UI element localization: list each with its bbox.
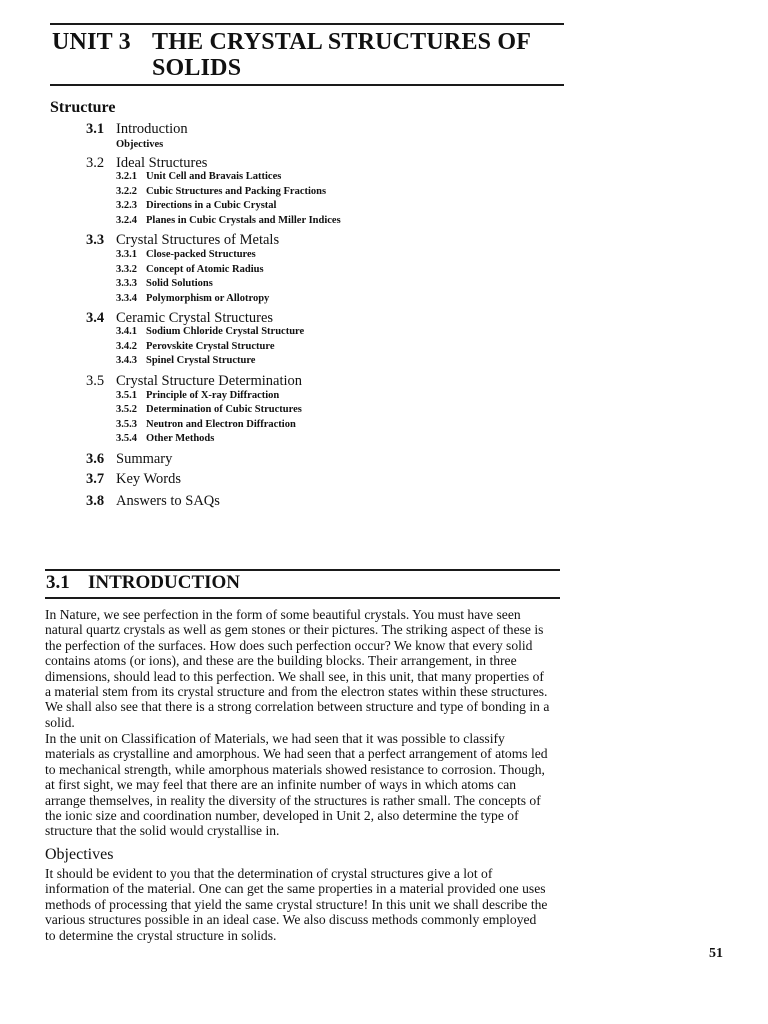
toc-subsection-number: 3.5.1 — [116, 390, 137, 401]
section-number: 3.1 — [46, 572, 70, 593]
page-number: 51 — [709, 946, 723, 961]
toc-subsection-number: 3.3.2 — [116, 264, 137, 275]
toc-subsection-title: Other Methods — [146, 433, 215, 444]
section-title: INTRODUCTION — [88, 572, 241, 593]
toc-section-title: Ceramic Crystal Structures — [116, 310, 274, 326]
toc-subsection-number: 3.2.3 — [116, 200, 137, 211]
toc-subsection-title: Solid Solutions — [146, 278, 213, 289]
toc-section-number: 3.1 — [86, 121, 105, 137]
toc-subsection-title: Polymorphism or Allotropy — [146, 293, 270, 304]
toc-subsection-number: 3.4.2 — [116, 341, 137, 352]
toc-subsection-number: 3.4.3 — [116, 355, 137, 366]
toc-section-number: 3.6 — [86, 451, 105, 467]
toc-subsection-number: 3.5.2 — [116, 404, 137, 415]
header-bottom-rule — [50, 84, 564, 86]
toc-subsection-number: 3.5.3 — [116, 419, 137, 430]
toc-section-number: 3.7 — [86, 471, 105, 487]
intro-paragraph-2: In the unit on Classification of Materials, we had seen that it was possible to classify materials as crystalline and amorphous. We had seen that a perfect arrangement of atoms led to mechanical strength, while amorphous materials showed resistance to corrosion. Though, at first sight, we may feel that there are an infinite number of ways in which atoms can arrange themselves, in reality the diversity of the structures is rather small. The concepts of the ionic size and coordination number, developed in Unit 2, also determine the type of structure that the solid would crystallise in. — [45, 731, 548, 839]
unit-title: THE CRYSTAL STRUCTURES OF SOLIDS — [152, 29, 531, 81]
toc-section-title: Ideal Structures — [116, 155, 208, 171]
toc-subsection-title: Principle of X-ray Diffraction — [146, 390, 280, 401]
toc-subsection-title: Perovskite Crystal Structure — [146, 341, 275, 352]
toc-section-title: Crystal Structure Determination — [116, 373, 303, 389]
toc-subsection-number: 3.4.1 — [116, 326, 137, 337]
toc-section-title: Crystal Structures of Metals — [116, 232, 280, 248]
toc-section-number: 3.3 — [86, 232, 105, 248]
toc-subsection-title: Close-packed Structures — [146, 249, 256, 260]
header-top-rule — [50, 23, 564, 25]
objectives-heading: Objectives — [45, 846, 114, 863]
toc-section-title: Summary — [116, 451, 173, 467]
toc-subsection-number: 3.5.4 — [116, 433, 137, 444]
toc-subsection-title: Directions in a Cubic Crystal — [146, 200, 277, 211]
toc-subsection-number: 3.2.4 — [116, 215, 137, 226]
toc-subsection-number: 3.2.2 — [116, 186, 137, 197]
structure-heading: Structure — [50, 99, 116, 116]
section-top-rule — [45, 569, 560, 571]
toc-section-title: Key Words — [116, 471, 182, 487]
unit-number: UNIT 3 — [52, 29, 131, 55]
toc-section-title: Answers to SAQs — [116, 493, 220, 509]
toc-subsection-title: Objectives — [116, 139, 164, 150]
toc-subsection-title: Neutron and Electron Diffraction — [146, 419, 296, 430]
toc-subsection-number: 3.3.3 — [116, 278, 137, 289]
objectives-paragraph: It should be evident to you that the determination of crystal structures give a lot of information of the material. One can get the same properties in a material provided one uses methods of processing that yield the same crystal structure! In this unit we shall describe the various structures possible in an ideal case. We also discuss methods commonly employed to determine the crystal structure in solids. — [45, 866, 548, 943]
toc-subsection-number: 3.3.4 — [116, 293, 137, 304]
section-bottom-rule — [45, 597, 560, 599]
toc-subsection-number: 3.3.1 — [116, 249, 137, 260]
toc-subsection-title: Planes in Cubic Crystals and Miller Indices — [146, 215, 341, 226]
toc-subsection-title: Determination of Cubic Structures — [146, 404, 302, 415]
toc-subsection-title: Unit Cell and Bravais Lattices — [146, 171, 282, 182]
toc-section-title: Introduction — [116, 121, 188, 137]
toc-subsection-title: Concept of Atomic Radius — [146, 264, 264, 275]
toc-section-number: 3.4 — [86, 310, 105, 326]
toc-subsection-number: 3.2.1 — [116, 171, 137, 182]
toc-subsection-title: Cubic Structures and Packing Fractions — [146, 186, 327, 197]
toc-section-number: 3.5 — [86, 373, 105, 389]
intro-paragraph-1: In Nature, we see perfection in the form of some beautiful crystals. You must have seen natural quartz crystals as well as gem stones or their pictures. The striking aspect of these is the perfection of the surfaces. How does such perfection occur? We know that every solid contains atoms (or ions), and these are the building blocks. Their arrangement, in three dimensions, should lead to this perfection. We shall see, in this unit, that many properties of a material stem from its crystal structure and from the electron states within these structures. We shall also see that there is a strong correlation between structure and type of bonding in a solid. — [45, 607, 550, 730]
toc-section-number: 3.8 — [86, 493, 105, 509]
toc-section-number: 3.2 — [86, 155, 105, 171]
toc-subsection-title: Spinel Crystal Structure — [146, 355, 256, 366]
toc-subsection-title: Sodium Chloride Crystal Structure — [146, 326, 305, 337]
